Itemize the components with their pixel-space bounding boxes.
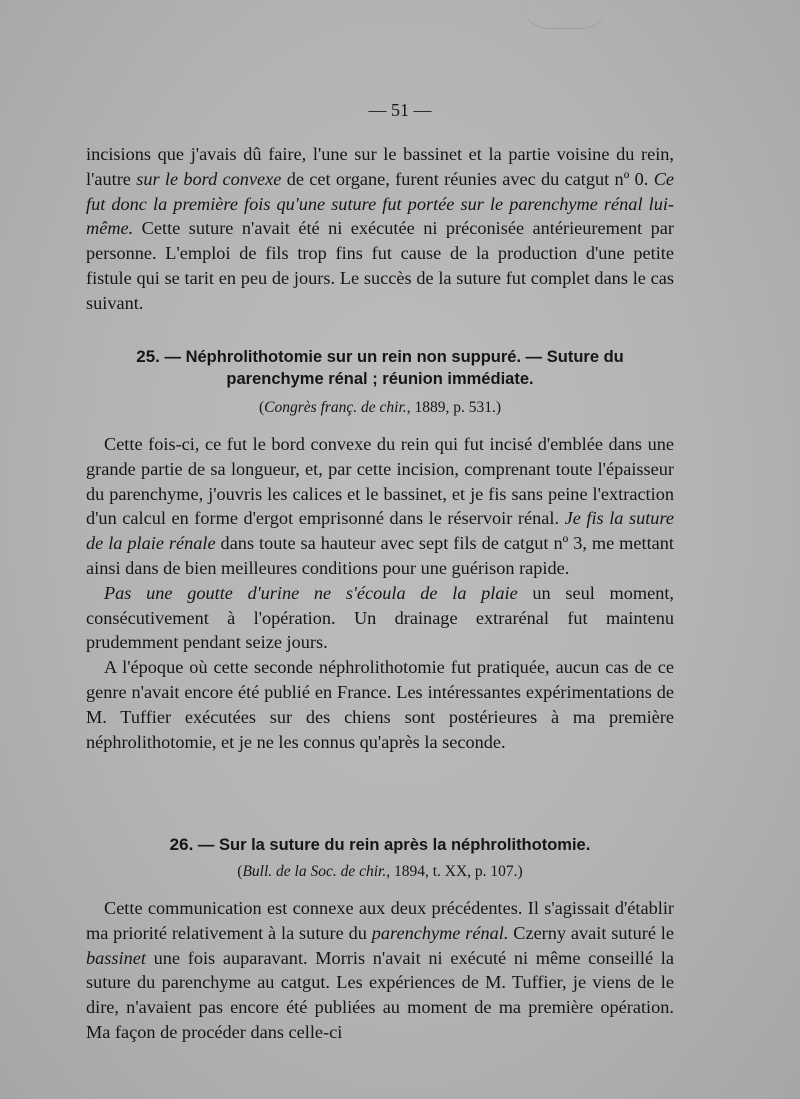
paragraph-text: A l'époque où cette seconde néphrolithotomie fut pratiquée, aucun cas de ce genre n'avait encore été publié en France. Les intéressantes expérimentations de M. Tuffier exécutées sur des chiens sont postérieures à ma première néphrolithotomie, et je ne les connus qu'après la seconde. (86, 657, 674, 752)
italic-run: Pas une goutte d'urine ne s'écoula de la plaie (104, 582, 518, 603)
section-body-26 (86, 896, 674, 1045)
paragraph-intro (86, 142, 674, 316)
italic-run: Ce fut donc la première fois qu'une suture fut portée sur le parenchyme rénal lui-même. (86, 168, 674, 239)
section-heading-26 (86, 834, 674, 856)
section-heading-25 (86, 346, 674, 390)
italic-run: bassinet (86, 947, 146, 968)
section-number: 25. (136, 347, 160, 366)
italic-run: parenchyme rénal. (371, 922, 509, 943)
section-title: — Néphrolithotomie sur un rein non suppuré. — Suture du parenchyme rénal ; réunion immédiate. (164, 348, 624, 388)
paragraph-text: incisions que j'avais dû faire, l'une sur le bassinet et la partie voisine du rein, l'autre sur le bord convexe de cet organe, furent réunies avec du catgut nº 0. Ce fut donc la première fois qu'une suture fut portée sur le parenchyme rénal lui-même. Cette suture n'avait été ni exécutée ni préconisée antérieurement par personne. L'emploi de fils trop fins fut cause de la production d'une petite fistule qui se tarit en peu de jours. Le succès de la suture fut complet dans le cas suivant. (86, 144, 674, 313)
paragraph-text: Cette communication est connexe aux deux précédentes. Il s'agissait d'établir ma priorité relativement à la suture du parenchyme rénal. Czerny avait suturé le bassinet une fois auparavant. Morris n'avait ni exécuté ni même conseillé la suture du parenchyme au catgut. Les expériences de M. Tuffier, je viens de le dire, n'avaient pas encore été publiées au moment de ma première opération. Ma façon de procéder dans celle-ci (86, 898, 674, 1042)
section-body-25 (86, 432, 674, 754)
page-number: — 51 — (368, 100, 432, 120)
section-title: — Sur la suture du rein après la néphrolithotomie. (197, 836, 591, 854)
italic-run: Je fis la suture de la plaie rénale (86, 508, 674, 554)
section-citation-25: (Congrès franç. de chir., 1889, p. 531.) (259, 399, 501, 416)
italic-run: Congrès franç. de chir. (264, 399, 407, 416)
paragraph-text: Cette fois-ci, ce fut le bord convexe du rein qui fut incisé d'emblée dans une grande partie de sa longueur, et, par cette incision, comprenant toute l'épaisseur du parenchyme, j'ouvris les calices et le bassinet, et je fis sans peine l'extraction d'un calcul en forme d'ergot emprisonné dans le réservoir rénal. Je fis la suture de la plaie rénale dans toute sa hauteur avec sept fils de catgut nº 3, me mettant ainsi dans de bien meilleures conditions pour une guérison rapide. (86, 434, 674, 578)
section-number: 26. (169, 835, 194, 854)
italic-run: Bull. de la Soc. de chir. (242, 863, 387, 880)
paragraph-text: Pas une goutte d'urine ne s'écoula de la plaie un seul moment, consécutivement à l'opération. Un drainage extrarénal fut maintenu prudemment pendant seize jours. (86, 582, 675, 653)
italic-run: sur le bord convexe (136, 168, 282, 189)
section-citation-26: (Bull. de la Soc. de chir., 1894, t. XX, p. 107.) (237, 863, 523, 880)
page-crease (520, 0, 610, 29)
